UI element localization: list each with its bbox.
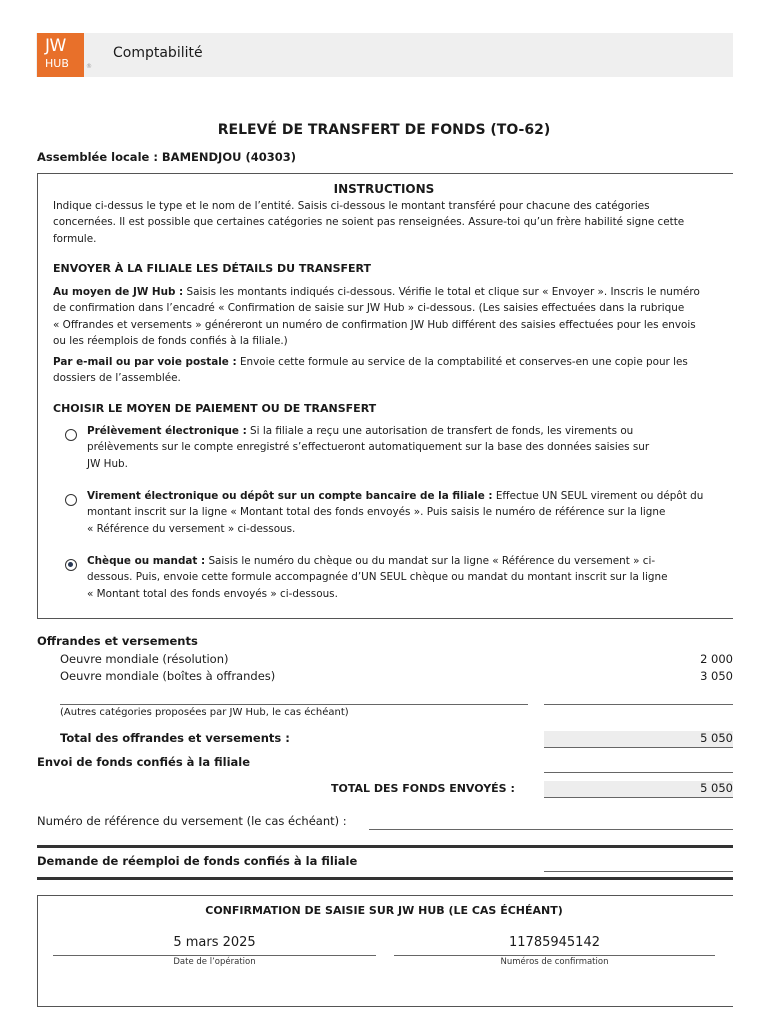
option-cheque bbox=[87, 553, 668, 602]
offerings-total-field[interactable] bbox=[544, 731, 733, 747]
option-line: « Montant total des fonds envoyés » ci-dessous. bbox=[87, 587, 338, 600]
offerings-total-value: 5 050 bbox=[700, 731, 733, 745]
option-line: prélèvements sur le compte enregistré s’effectueront automatiquement sur la base des données saisies sur bbox=[87, 441, 650, 454]
branch-funds-line[interactable] bbox=[544, 772, 733, 773]
offerings-total-label: Total des offrandes et versements : bbox=[60, 731, 290, 745]
option-line: dessous. Puis, envoie cette formule accompagnée d’UN SEUL chèque ou mandat du montant inscrit sur la ligne bbox=[87, 571, 668, 584]
intro-line: Indique ci-dessus le type et le nom de l’entité. Saisis ci-dessous le montant transféré pour chacune des catégories bbox=[53, 200, 650, 212]
instructions-intro bbox=[53, 198, 684, 247]
radio-bank-transfer[interactable] bbox=[65, 494, 77, 506]
document-title: RELEVÉ DE TRANSFERT DE FONDS (TO-62) bbox=[217, 122, 551, 138]
offering-row-label: Oeuvre mondiale (boîtes à offrandes) bbox=[60, 669, 276, 683]
payment-method-heading: CHOISIR LE MOYEN DE PAIEMENT OU DE TRANSFERT bbox=[53, 402, 377, 415]
reuse-label: Demande de réemploi de fonds confiés à la filiale bbox=[37, 854, 358, 868]
option-electronic-debit bbox=[87, 423, 649, 472]
reuse-amount-line[interactable] bbox=[544, 871, 733, 872]
jwhub-line: « Offrandes et versements » généreront un numéro de confirmation JW Hub différent des saisies effectuées pour les envois bbox=[53, 318, 696, 331]
option-line: « Référence du versement » ci-dessous. bbox=[87, 522, 296, 535]
other-category-amount-line[interactable] bbox=[544, 704, 733, 705]
assembly-name: Assemblée locale : BAMENDJOU (40303) bbox=[37, 150, 296, 164]
logo-text-bottom: HUB bbox=[45, 57, 69, 70]
offering-row-label: Oeuvre mondiale (résolution) bbox=[60, 652, 229, 666]
option-label: Virement électronique ou dépôt sur un compte bancaire de la filiale : bbox=[87, 490, 493, 502]
email-line: Envoie cette formule au service de la comptabilité et conserves-en une copie pour les bbox=[236, 356, 688, 368]
total-sent-underline bbox=[544, 797, 733, 798]
section-divider bbox=[37, 845, 733, 848]
logo-trademark: ® bbox=[86, 63, 92, 70]
jw-hub-logo[interactable] bbox=[37, 33, 84, 77]
option-line: Si la filiale a reçu une autorisation de transfert de fonds, les virements ou bbox=[246, 425, 634, 437]
operation-date-caption: Date de l’opération bbox=[173, 957, 256, 967]
app-title: Comptabilité bbox=[113, 45, 203, 61]
offerings-total-underline bbox=[544, 747, 733, 748]
email-line: dossiers de l’assemblée. bbox=[53, 372, 181, 385]
email-paragraph bbox=[53, 354, 688, 387]
option-line: JW Hub. bbox=[87, 457, 128, 470]
reference-label: Numéro de référence du versement (le cas échéant) : bbox=[37, 814, 347, 828]
offerings-heading: Offrandes et versements bbox=[37, 634, 198, 648]
operation-date-value[interactable]: 5 mars 2025 bbox=[173, 935, 256, 950]
section-divider bbox=[37, 877, 733, 880]
jwhub-line: ou les réemplois de fonds confiés à la filiale.) bbox=[53, 334, 288, 347]
radio-cheque-selected[interactable] bbox=[65, 559, 77, 571]
operation-date-line bbox=[53, 955, 376, 956]
total-sent-field[interactable] bbox=[544, 781, 733, 797]
instructions-heading: INSTRUCTIONS bbox=[333, 182, 435, 196]
reference-input-line[interactable] bbox=[369, 829, 733, 830]
logo-text-top: JW bbox=[45, 36, 66, 56]
intro-line: formule. bbox=[53, 232, 97, 245]
total-sent-label: TOTAL DES FONDS ENVOYÉS : bbox=[331, 782, 515, 795]
other-category-line[interactable] bbox=[60, 704, 528, 705]
total-sent-value: 5 050 bbox=[700, 781, 733, 795]
email-label: Par e-mail ou par voie postale : bbox=[53, 356, 237, 368]
option-line: Effectue UN SEUL virement ou dépôt du bbox=[492, 490, 704, 502]
offering-row-value[interactable]: 3 050 bbox=[700, 669, 733, 683]
jwhub-line: Saisis les montants indiqués ci-dessous. Vérifie le total et clique sur « Envoyer ». Inscris le numéro bbox=[183, 286, 700, 298]
jwhub-line: de confirmation dans l’encadré « Confirmation de saisie sur JW Hub » ci-dessous. (Les saisies effectuées dans la rubrique bbox=[53, 302, 685, 315]
confirmation-number-caption: Numéros de confirmation bbox=[500, 957, 609, 967]
other-categories-note: (Autres catégories proposées par JW Hub, le cas échéant) bbox=[60, 707, 349, 718]
confirmation-number-line bbox=[394, 955, 715, 956]
option-label: Prélèvement électronique : bbox=[87, 425, 247, 437]
offering-row-value[interactable]: 2 000 bbox=[700, 652, 733, 666]
branch-funds-label: Envoi de fonds confiés à la filiale bbox=[37, 755, 251, 769]
option-line: montant inscrit sur la ligne « Montant total des fonds envoyés ». Puis saisis le numéro de référence sur la ligne bbox=[87, 506, 666, 519]
option-label: Chèque ou mandat : bbox=[87, 555, 206, 567]
send-details-heading: ENVOYER À LA FILIALE LES DÉTAILS DU TRANSFERT bbox=[53, 262, 372, 275]
intro-line: concernées. Il est possible que certaines catégories ne soient pas renseignées. Assure-toi qu’un frère habilité signe cette bbox=[53, 216, 685, 229]
confirmation-number-value[interactable]: 11785945142 bbox=[509, 935, 600, 950]
confirmation-heading: CONFIRMATION DE SAISIE SUR JW HUB (LE CAS ÉCHÉANT) bbox=[205, 904, 563, 917]
option-bank-transfer bbox=[87, 488, 703, 537]
option-line: Saisis le numéro du chèque ou du mandat sur la ligne « Référence du versement » ci- bbox=[205, 555, 656, 567]
jwhub-label: Au moyen de JW Hub : bbox=[53, 286, 184, 298]
jwhub-paragraph bbox=[53, 284, 700, 349]
radio-electronic-debit[interactable] bbox=[65, 429, 77, 441]
